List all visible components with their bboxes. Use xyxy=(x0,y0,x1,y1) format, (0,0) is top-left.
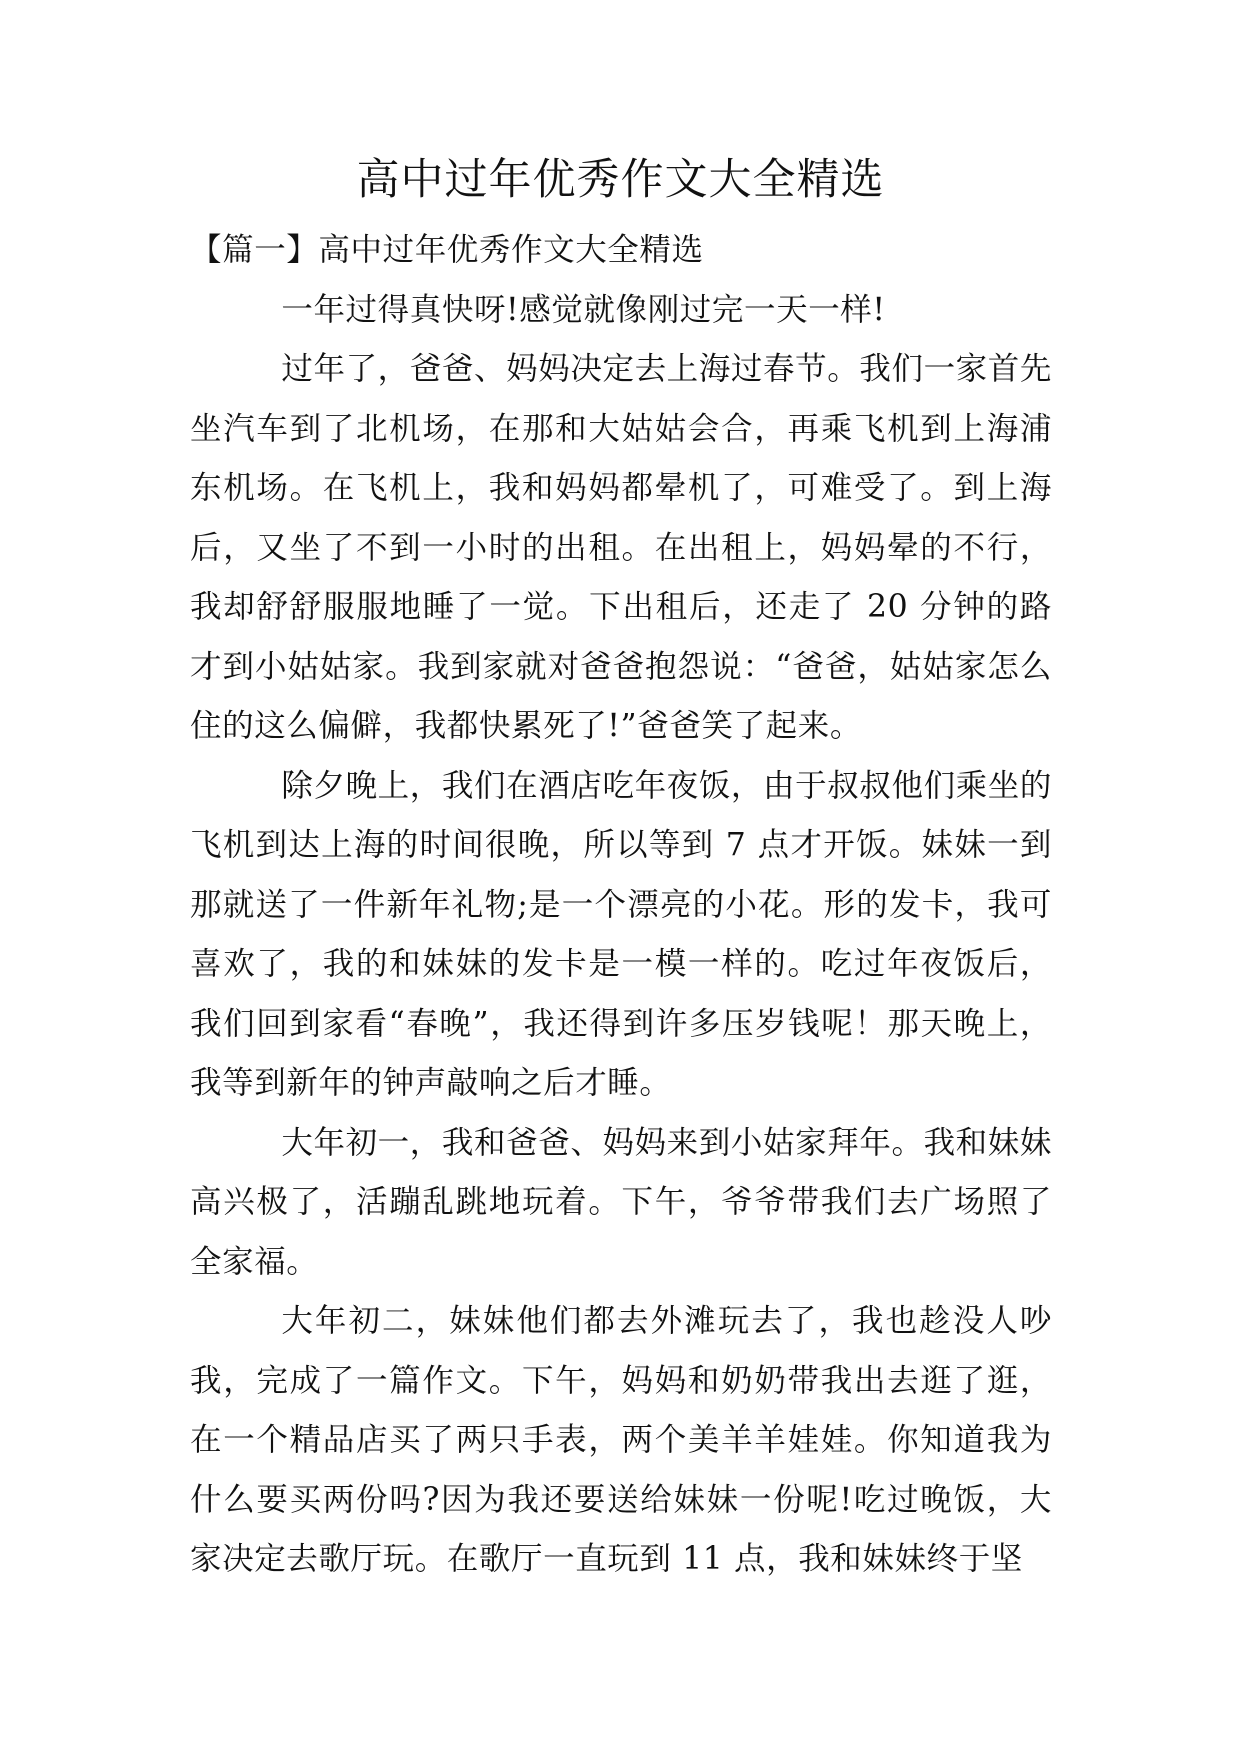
paragraph-3: 除夕晚上，我们在酒店吃年夜饭，由于叔叔他们乘坐的飞机到达上海的时间很晚，所以等到 7 点才开饭。妹妹一到那就送了一件新年礼物;是一个漂亮的小花。形的发卡，我可喜欢了，我的和妹妹的发卡是一模一样的。吃过年夜饭后，我们回到家看“春晚”，我还得到许多压岁钱呢！那天晚上，我等到新年的钟声敲响之后才睡。 xyxy=(190,767,1052,1101)
document-title: 高中过年优秀作文大全精选 xyxy=(356,155,885,205)
paragraph-1: 一年过得真快呀!感觉就像刚过完一天一样! xyxy=(281,291,886,328)
paragraph-2: 过年了，爸爸、妈妈决定去上海过春节。我们一家首先坐汽车到了北机场，在那和大姑姑会合，再乘飞机到上海浦东机场。在飞机上，我和妈妈都晕机了，可难受了。到上海后，又坐了不到一小时的出租。在出租上，妈妈晕的不行，我却舒舒服服地睡了一觉。下出租后，还走了 20 分钟的路才到小姑姑家。我到家就对爸爸抱怨说：“爸爸，姑姑家怎么住的这么偏僻，我都快累死了!”爸爸笑了起来。 xyxy=(190,351,1052,744)
paragraph-4: 大年初一，我和爸爸、妈妈来到小姑家拜年。我和妹妹高兴极了，活蹦乱跳地玩着。下午，爷爷带我们去广场照了全家福。 xyxy=(190,1124,1052,1280)
document-body xyxy=(190,221,1052,1590)
section-heading: 【篇一】高中过年优秀作文大全精选 xyxy=(190,232,704,268)
paragraph-5: 大年初二，妹妹他们都去外滩玩去了，我也趁没人吵我，完成了一篇作文。下午，妈妈和奶奶带我出去逛了逛，在一个精品店买了两只手表，两个美羊羊娃娃。你知道我为什么要买两份吗?因为我还要送给妹妹一份呢!吃过晚饭，大家决定去歌厅玩。在歌厅一直玩到 11 点，我和妹妹终于坚 xyxy=(190,1303,1052,1577)
